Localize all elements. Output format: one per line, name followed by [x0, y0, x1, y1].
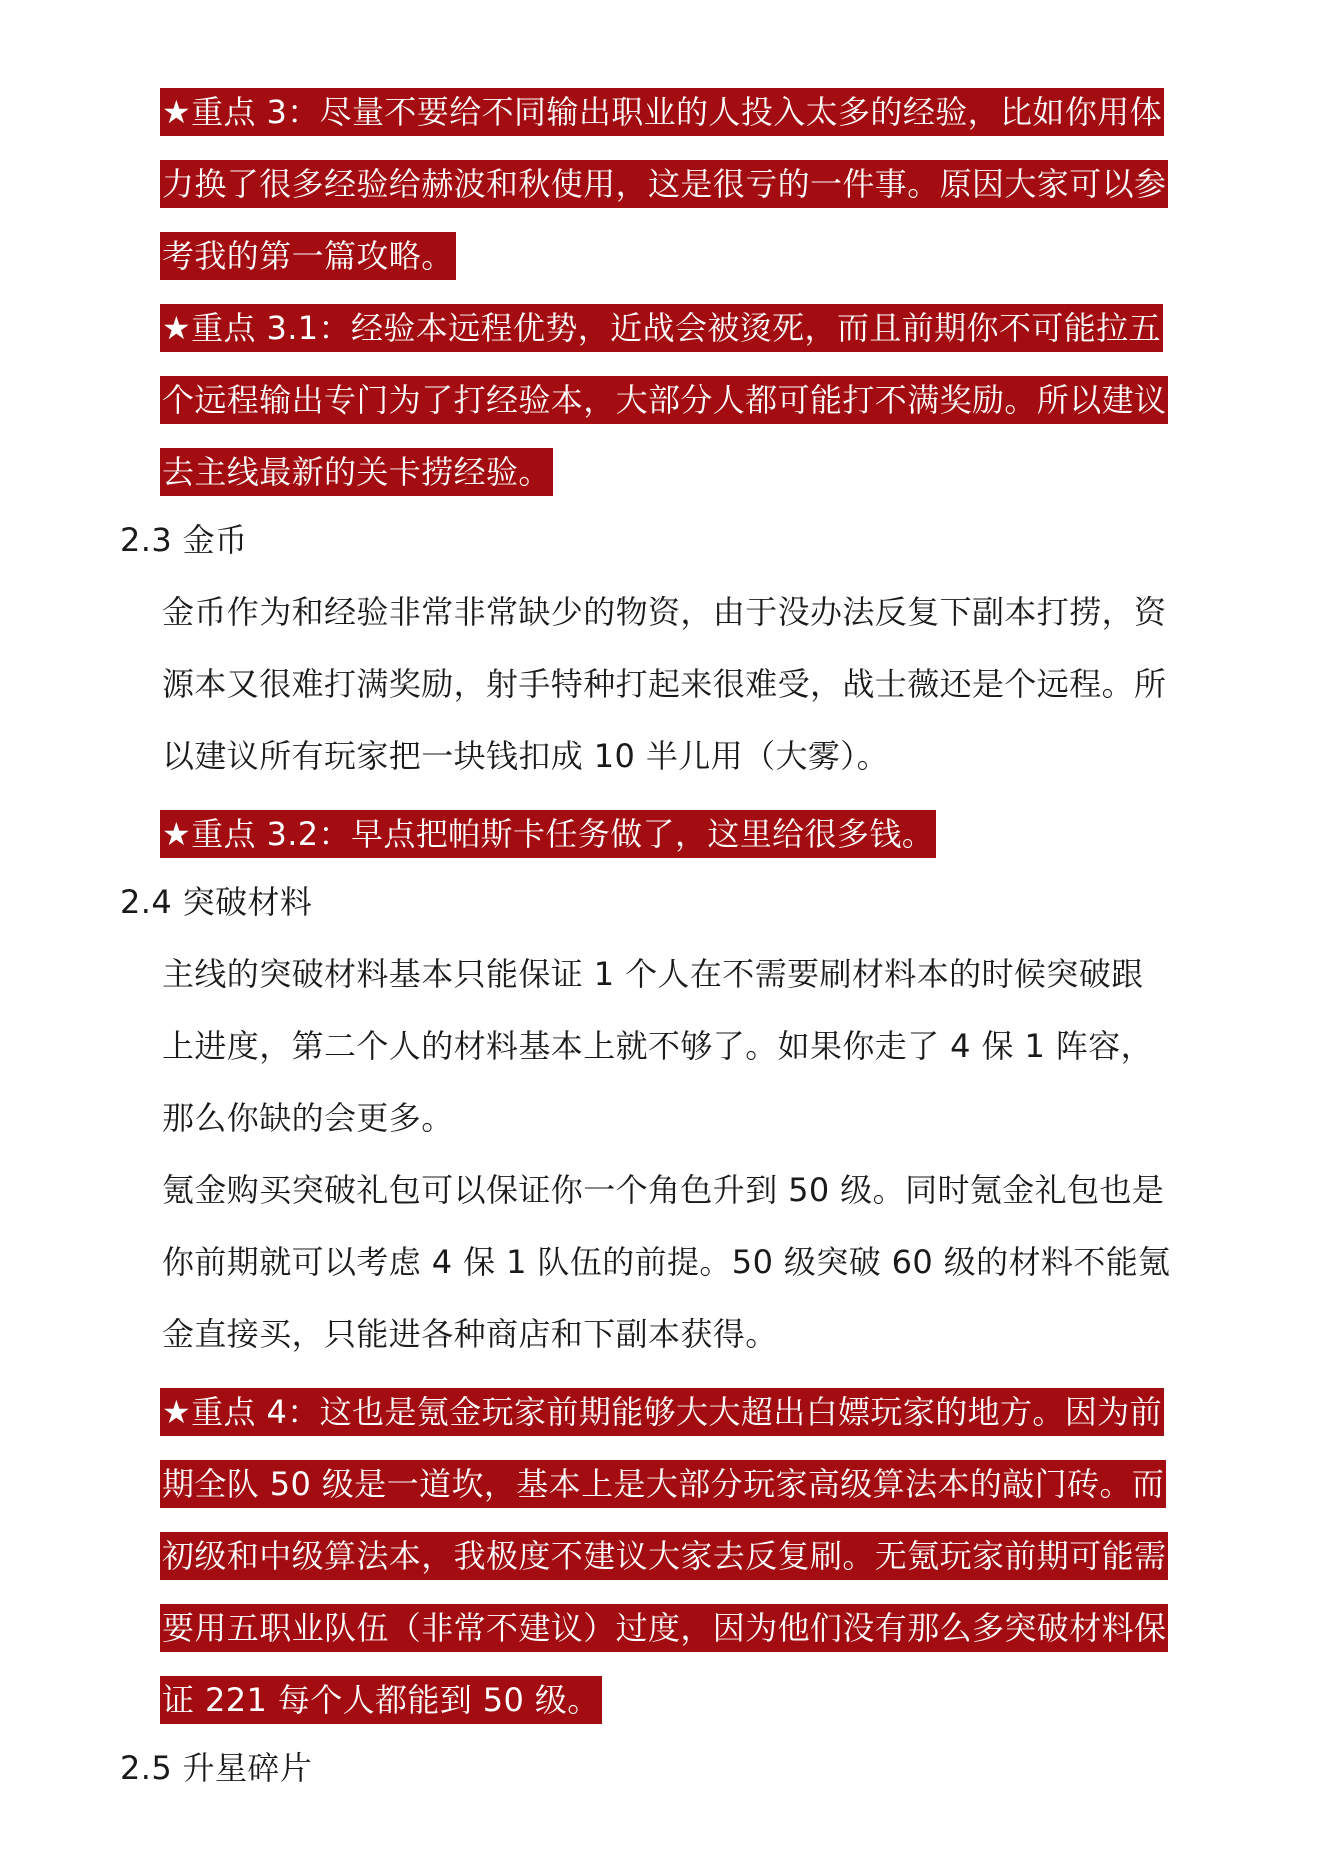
highlight: ★重点 3.1：经验本远程优势，近战会被烫死，而且前期你不可能拉五	[160, 304, 1163, 352]
paragraph-line: 你前期就可以考虑 4 保 1 队伍的前提。50 级突破 60 级的材料不能氪	[162, 1243, 1171, 1281]
paragraph-line: 源本又很难打满奖励，射手特种打起来很难受，战士薇还是个远程。所	[162, 665, 1167, 703]
highlight: ★重点 3.2：早点把帕斯卡任务做了，这里给很多钱。	[160, 810, 936, 858]
section-heading-2-3: 2.3 金币	[120, 521, 248, 559]
note-4-line-1	[162, 1388, 1164, 1431]
paragraph-line: 主线的突破材料基本只能保证 1 个人在不需要刷材料本的时候突破跟	[162, 955, 1144, 993]
highlight: 期全队 50 级是一道坎，基本上是大部分玩家高级算法本的敲门砖。而	[160, 1460, 1166, 1508]
highlight: 去主线最新的关卡捞经验。	[160, 448, 553, 496]
highlight: 考我的第一篇攻略。	[160, 232, 456, 280]
paragraph-line: 以建议所有玩家把一块钱扣成 10 半儿用（大雾）。	[162, 737, 890, 775]
section-heading-2-5: 2.5 升星碎片	[120, 1749, 313, 1787]
highlight: 要用五职业队伍（非常不建议）过度，因为他们没有那么多突破材料保	[160, 1604, 1168, 1652]
note-3-2-line	[162, 810, 936, 853]
paragraph-line: 那么你缺的会更多。	[162, 1099, 454, 1137]
note-3-line-2	[162, 160, 1168, 203]
note-4-line-5	[162, 1676, 602, 1719]
note-3-line-1	[162, 88, 1164, 131]
highlight: 初级和中级算法本，我极度不建议大家去反复刷。无氪玩家前期可能需	[160, 1532, 1168, 1580]
note-3-1-line-1	[162, 304, 1163, 347]
note-4-line-3	[162, 1532, 1168, 1575]
paragraph-line: 金直接买，只能进各种商店和下副本获得。	[162, 1315, 778, 1353]
note-4-line-2	[162, 1460, 1166, 1503]
highlight: 证 221 每个人都能到 50 级。	[160, 1676, 602, 1724]
highlight: ★重点 3：尽量不要给不同输出职业的人投入太多的经验，比如你用体	[160, 88, 1164, 136]
highlight: 个远程输出专门为了打经验本，大部分人都可能打不满奖励。所以建议	[160, 376, 1168, 424]
highlight: 力换了很多经验给赫波和秋使用，这是很亏的一件事。原因大家可以参	[160, 160, 1168, 208]
paragraph-line: 上进度，第二个人的材料基本上就不够了。如果你走了 4 保 1 阵容，	[162, 1027, 1154, 1065]
note-3-line-3	[162, 232, 456, 275]
note-3-1-line-2	[162, 376, 1168, 419]
highlight: ★重点 4：这也是氪金玩家前期能够大大超出白嫖玩家的地方。因为前	[160, 1388, 1164, 1436]
paragraph-line: 氪金购买突破礼包可以保证你一个角色升到 50 级。同时氪金礼包也是	[162, 1171, 1165, 1209]
paragraph-line: 金币作为和经验非常非常缺少的物资，由于没办法反复下副本打捞，资	[162, 593, 1167, 631]
note-4-line-4	[162, 1604, 1168, 1647]
note-3-1-line-3	[162, 448, 553, 491]
section-heading-2-4: 2.4 突破材料	[120, 883, 313, 921]
